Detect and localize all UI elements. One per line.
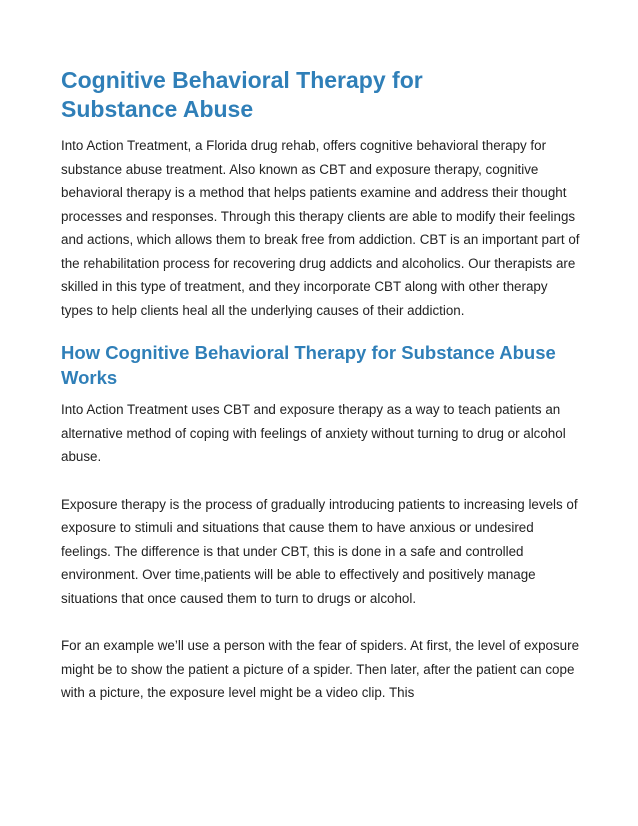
document-page <box>61 66 583 705</box>
page-title: Cognitive Behavioral Therapy for Substance Abuse <box>61 67 423 122</box>
paragraph-2: Exposure therapy is the process of gradually introducing patients to increasing levels of exposure to stimuli and situations that cause them to have anxious or undesired feelings. The difference is that under CBT, this is done in a safe and controlled environment. Over time,patients will be able to effectively and positively manage situations that once caused them to turn to drugs or alcohol. <box>61 496 578 606</box>
paragraph-1: Into Action Treatment uses CBT and exposure therapy as a way to teach patients an alternative method of coping with feelings of anxiety without turning to drug or alcohol abuse. <box>61 402 566 464</box>
section-heading: How Cognitive Behavioral Therapy for Substance Abuse Works <box>61 342 556 388</box>
paragraph-3: For an example we’ll use a person with the fear of spiders. At first, the level of exposure might be to show the patient a picture of a spider. Then later, after the patient can cope with a picture, the exposure level might be a video clip. This <box>61 638 580 700</box>
intro-paragraph: Into Action Treatment, a Florida drug rehab, offers cognitive behavioral therapy for substance abuse treatment. Also known as CBT and exposure therapy, cognitive behavioral therapy is a method that helps patients examine and address their thought processes and responses. Through this therapy clients are able to modify their feelings and actions, which allows them to break free from addiction. CBT is an important part of the rehabilitation process for recovering drug addicts and alcoholics. Our therapists are skilled in this type of treatment, and they incorporate CBT along with other therapy types to help clients heal all the underlying causes of their addiction. <box>61 138 580 318</box>
